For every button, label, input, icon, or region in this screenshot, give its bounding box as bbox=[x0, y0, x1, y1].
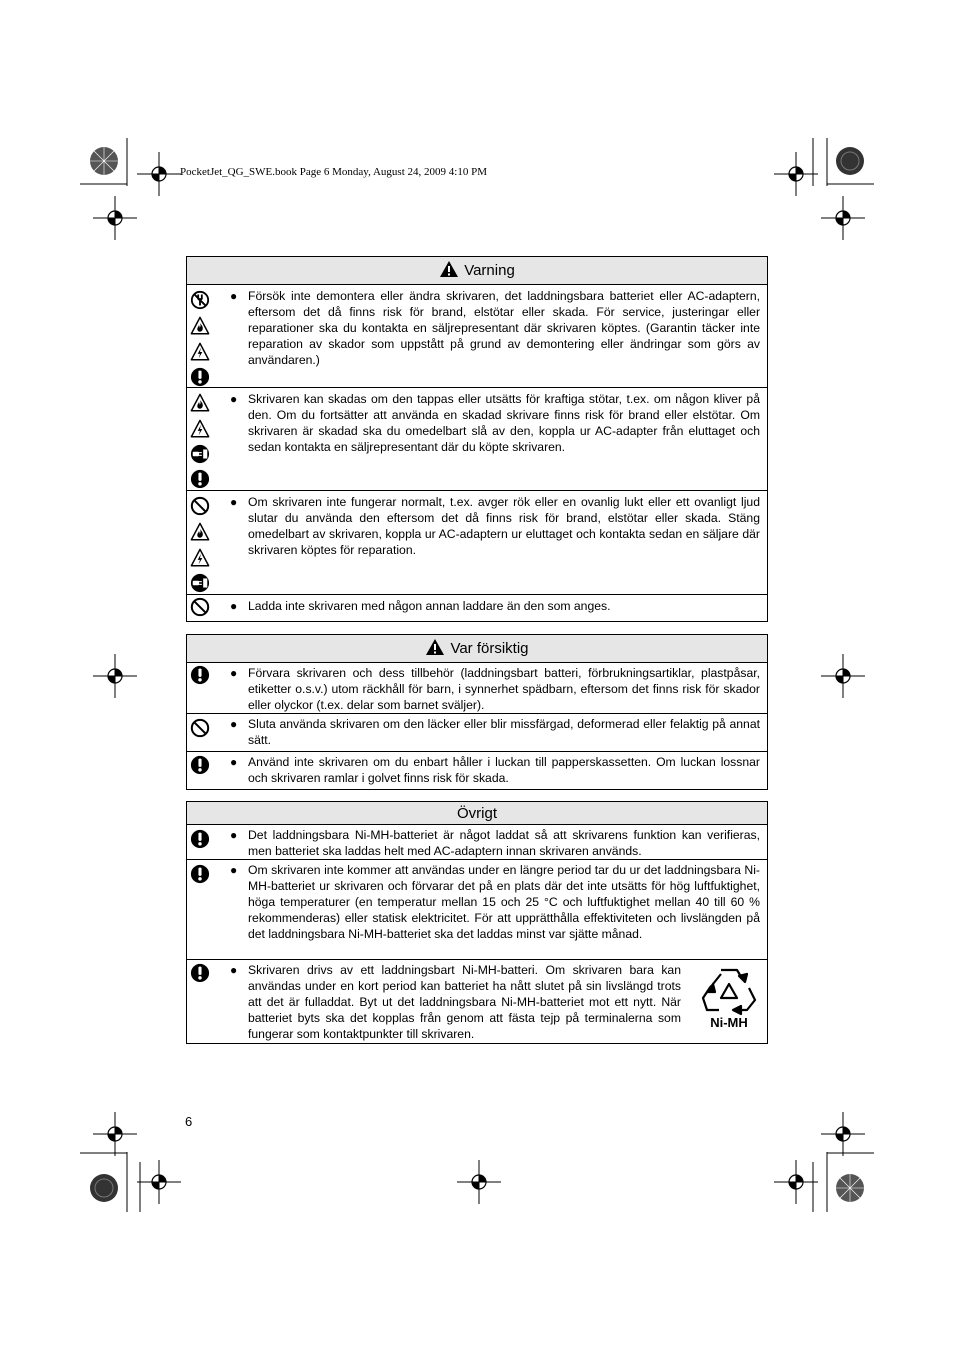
caution-section-header bbox=[187, 635, 767, 663]
bullet: ● bbox=[230, 755, 238, 769]
other-text: Skrivaren drivs av ett laddningsbart Ni-MH-batteri. Om skrivaren bara kan användas under en kort period kan batteriet ha nått slutet på sin livslängd trots att det är fulladdat. Byt ut det laddningsbara Ni-MH-batteriet mot ett nytt. När batteriet byts ska det kopplas från genom att fästa tejp på terminalerna som fungerar som kontaktpunkter till skrivaren. bbox=[248, 963, 681, 1041]
other-text: Om skrivaren inte kommer att användas under en längre period tar du ur det laddningsbara Ni-MH-batteriet ur skrivaren och förvarar det på en plats där det inte utsätts för hög luftfuktighet, höga temperaturer (en temperatur mellan 15 och 25 °C och luftfuktighet mellan 40 till 60 % rekommenderas) eller statisk elektricitet. För att upprätthålla effektiviteten och livslängden på det laddningsbara Ni-MH-batteriet ska det laddas minst var sjätte månad. bbox=[248, 863, 760, 941]
mandatory-icon bbox=[190, 367, 212, 389]
fire-warning-icon bbox=[190, 316, 212, 338]
caution-row bbox=[187, 752, 767, 789]
electric-shock-warning-icon bbox=[190, 548, 212, 570]
caution-text: Använd inte skrivaren om du enbart håller i luckan till papperskassetten. Om luckan lossnar och skrivaren ramlar i golvet finns risk för skada. bbox=[248, 755, 760, 785]
mandatory-icon bbox=[190, 963, 212, 985]
bullet: ● bbox=[230, 289, 238, 303]
bullet: ● bbox=[230, 666, 238, 680]
warning-triangle-icon bbox=[439, 260, 459, 282]
warning-row bbox=[187, 491, 767, 595]
bullet: ● bbox=[230, 828, 238, 842]
mandatory-icon bbox=[190, 469, 212, 491]
caution-text: Förvara skrivaren och dess tillbehör (laddningsbart batteri, förbrukningsartiklar, plastpåsar, etiketter o.s.v.) utom räckhåll för barn, i synnerhet spädbarn, eftersom det finns risk för skador eller olyckor (t.ex. delar som barnet sväljer). bbox=[248, 666, 760, 712]
caution-row bbox=[187, 714, 767, 752]
warning-row bbox=[187, 388, 767, 491]
mandatory-icon bbox=[190, 665, 212, 687]
unplug-icon bbox=[190, 444, 212, 466]
page-number: 6 bbox=[185, 1114, 193, 1129]
crosshair-mark-icon bbox=[93, 654, 137, 698]
electric-shock-warning-icon bbox=[190, 419, 212, 441]
prohibited-icon bbox=[190, 496, 212, 518]
unplug-icon bbox=[190, 573, 212, 595]
crosshair-mark-icon bbox=[137, 1160, 181, 1204]
crosshair-mark-icon bbox=[821, 196, 865, 240]
recycle-label: Ni-MH bbox=[710, 1015, 748, 1030]
crosshair-mark-icon bbox=[137, 152, 181, 196]
crop-mark bbox=[80, 138, 130, 186]
other-row bbox=[187, 960, 767, 1043]
warning-text: Försök inte demontera eller ändra skrivaren, det laddningsbara batteriet eller AC-adaptern, eftersom det då finns risk för brand, elstötar eller skada. För service, justeringar eller reparationer ska du kontakta en säljrepresentant där skrivaren köptes. (Garantin täcker inte reparation av skador som uppstått på grund av demontering eller ändringar som görs av användaren.) bbox=[248, 289, 760, 367]
warning-row bbox=[187, 595, 767, 621]
crosshair-mark-icon bbox=[457, 1160, 501, 1204]
warning-title: Varning bbox=[464, 262, 515, 279]
bullet: ● bbox=[230, 599, 238, 613]
prohibited-icon bbox=[190, 718, 212, 740]
caution-row bbox=[187, 663, 767, 714]
mandatory-icon bbox=[190, 755, 212, 777]
bullet: ● bbox=[230, 495, 238, 509]
crosshair-mark-icon bbox=[93, 196, 137, 240]
crosshair-mark-icon bbox=[821, 654, 865, 698]
crosshair-mark-icon bbox=[821, 1112, 865, 1156]
no-disassembly-icon bbox=[190, 290, 212, 312]
prohibited-icon bbox=[190, 597, 212, 619]
bullet: ● bbox=[230, 392, 238, 406]
crop-mark bbox=[812, 138, 874, 186]
warning-text: Ladda inte skrivaren med någon annan laddare än den som anges. bbox=[248, 599, 611, 613]
warning-triangle-icon bbox=[425, 638, 445, 660]
warning-text: Skrivaren kan skadas om den tappas eller utsätts för kraftiga stötar, t.ex. om någon kliver på den. Om du fortsätter att använda en skadad skrivare finns risk för brand eller elstötar. Om skrivaren är skadad ska du omedelbart slå av den, koppla ur AC-adapter från eluttaget och sedan kontakta en säljrepresentant där du köpte skrivaren. bbox=[248, 392, 760, 454]
other-row bbox=[187, 825, 767, 860]
other-row bbox=[187, 860, 767, 960]
mandatory-icon bbox=[190, 829, 212, 851]
other-section-header bbox=[187, 802, 767, 825]
warning-row bbox=[187, 285, 767, 388]
caution-title: Var försiktig bbox=[450, 640, 529, 657]
caution-section bbox=[186, 634, 768, 790]
mandatory-icon bbox=[190, 864, 212, 886]
crop-mark bbox=[812, 1152, 874, 1212]
warning-section bbox=[186, 256, 768, 622]
bullet: ● bbox=[230, 863, 238, 877]
other-text: Det laddningsbara Ni-MH-batteriet är något laddat så att skrivarens funktion kan verifieras, men batteriet ska laddas helt med AC-adaptern innan skrivaren används. bbox=[248, 828, 760, 858]
warning-section-header bbox=[187, 257, 767, 285]
warning-text: Om skrivaren inte fungerar normalt, t.ex. avger rök eller en ovanlig lukt eller ett ovanligt ljud slutar du använda den eftersom det då finns risk för brand, elstötar eller skada. Stäng omedelbart av skrivaren, koppla ur AC-adaptern ur eluttaget och kontakta sedan en säljare där skrivaren köptes för reparation. bbox=[248, 495, 760, 557]
bullet: ● bbox=[230, 963, 238, 977]
crosshair-mark-icon bbox=[93, 1112, 137, 1156]
crop-mark bbox=[80, 1152, 142, 1212]
electric-shock-warning-icon bbox=[190, 342, 212, 364]
fire-warning-icon bbox=[190, 522, 212, 544]
book-header-info: PocketJet_QG_SWE.book Page 6 Monday, August 24, 2009 4:10 PM bbox=[180, 166, 487, 178]
recycle-icon bbox=[699, 964, 759, 1034]
bullet: ● bbox=[230, 717, 238, 731]
caution-text: Sluta använda skrivaren om den läcker eller blir missfärgad, deformerad eller felaktig på annat sätt. bbox=[248, 717, 760, 747]
fire-warning-icon bbox=[190, 393, 212, 415]
other-title: Övrigt bbox=[456, 804, 497, 822]
other-section bbox=[186, 801, 768, 1044]
